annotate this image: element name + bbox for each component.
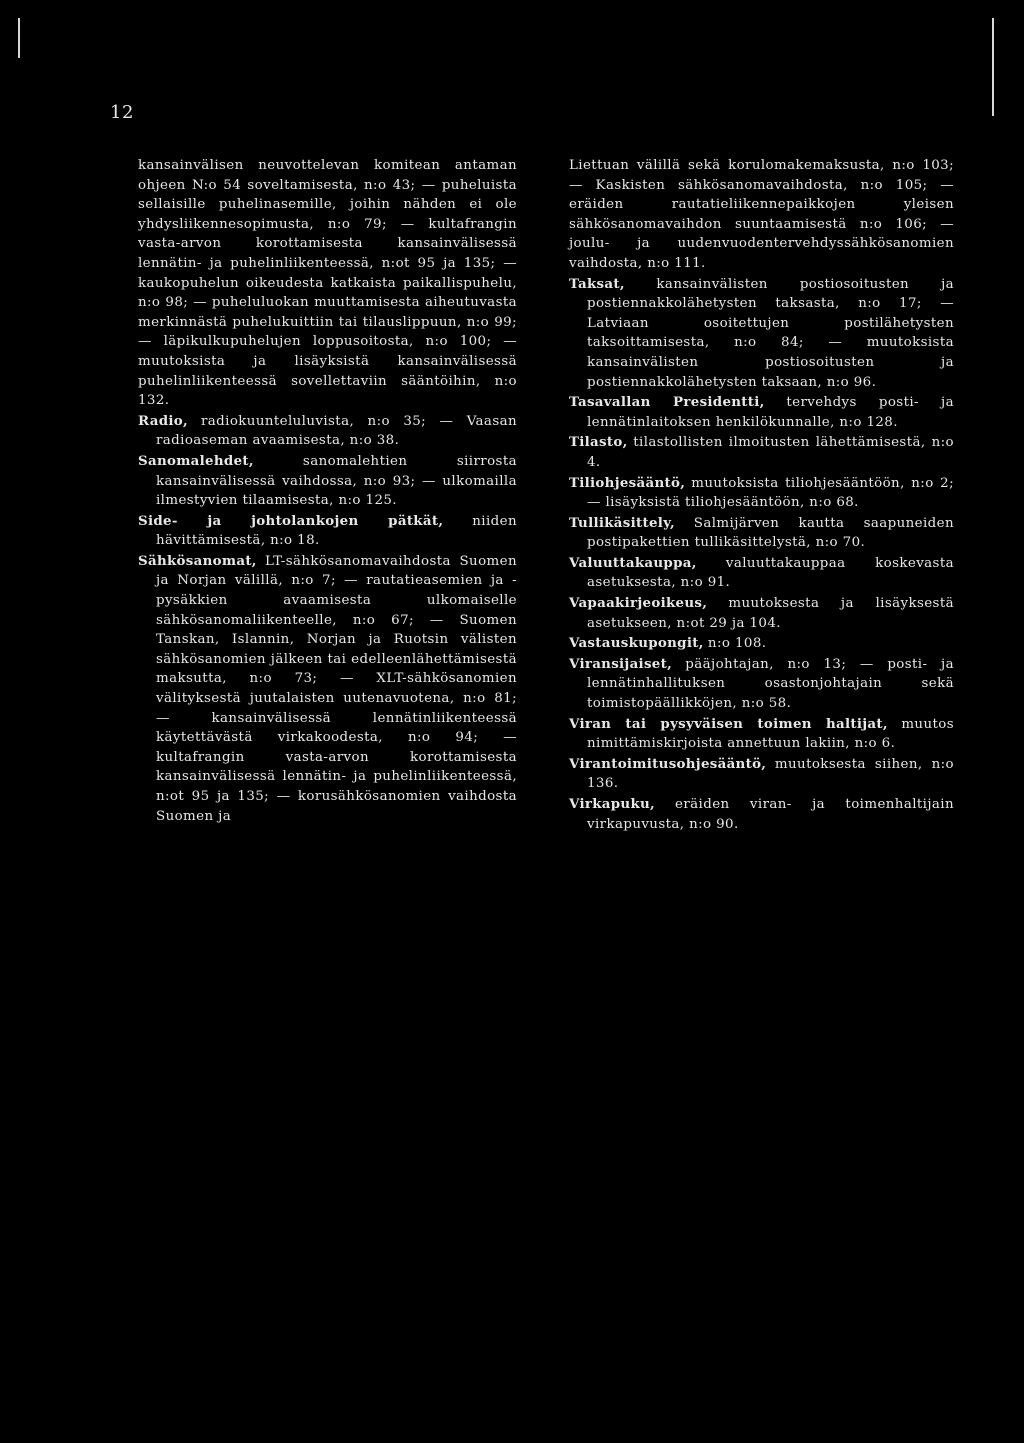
entry-text: muutos nimittämiskirjoista annettuun lakiin, n:o 6. — [587, 716, 954, 752]
entry-heading: Virantoimitusohjesääntö, — [569, 755, 767, 772]
entry-text: tilastollisten ilmoitusten lähettämisestä, n:o 4. — [587, 435, 954, 470]
index-entry — [138, 156, 517, 411]
entry-text: valuuttakauppaa koskevasta asetuksesta, n:o 91. — [587, 555, 954, 591]
index-entry — [138, 412, 517, 451]
entry-text: tervehdys posti- ja lennätinlaitoksen henkilökunnalle, n:o 128. — [587, 395, 954, 430]
entry-text: muutoksesta ja lisäyksestä asetukseen, n:ot 29 ja 104. — [587, 596, 954, 631]
index-entry — [569, 514, 954, 553]
entry-heading: Tilasto, — [569, 434, 628, 451]
entry-heading: Valuuttakauppa, — [569, 554, 697, 571]
entry-text: eräiden viran- ja toimenhaltijain virkapuvusta, n:o 90. — [587, 797, 954, 832]
entry-heading: Sanomalehdet, — [138, 452, 254, 469]
index-entry — [569, 634, 954, 654]
index-entry — [569, 393, 954, 432]
index-entry — [569, 715, 954, 754]
entry-heading: Taksat, — [569, 275, 625, 292]
entry-text: Salmijärven kautta saapuneiden postipakettien tullikäsittelystä, n:o 70. — [587, 515, 954, 551]
entry-text: muutoksesta siihen, n:o 136. — [587, 756, 955, 792]
entry-heading: Tullikäsittely, — [569, 514, 675, 531]
index-entry — [569, 275, 954, 393]
index-entry — [138, 552, 517, 826]
entry-heading: Viran tai pysyväisen toimen haltijat, — [569, 715, 888, 732]
entry-heading: Sähkösanomat, — [138, 552, 257, 569]
index-column-left — [138, 156, 517, 826]
index-entry — [569, 554, 954, 593]
index-column-right — [569, 156, 954, 834]
entry-heading: Vapaakirjeoikeus, — [569, 595, 708, 612]
entry-text: Liettuan välillä sekä korulomakemaksusta, n:o 103; — Kaskisten sähkösanomavaihdosta, n:o 105; — eräiden rautatieliikennepaikkojen yleisen sähkösanomavaihdon suuntaamisestä n:o 106; — joulu- ja uudenvuodentervehdyssähkösanomien vaihdosta, n:o 111. — [569, 158, 954, 271]
entry-heading: Side- ja johtolankojen pätkät, — [138, 512, 444, 529]
index-entry — [569, 433, 954, 472]
entry-heading: Tiliohjesääntö, — [569, 474, 686, 491]
entry-text: LT-sähkösanomavaihdosta Suomen ja Norjan välillä, n:o 7; — rautatieasemien ja -pysäkkien avaamisesta ulkomaiselle sähkösanomaliikenteelle, n:o 67; — Suomen Tanskan, Islannin, Norjan ja Ruotsin välisten sähkösanomien jälkeen tai edelleenlähettämisestä maksutta, n:o 73; — XLT-sähkösanomien välityksestä juutalaisten uutenavuotena, n:o 81; — kansainvälisessä lennätinliikenteessä käytettävästä virkakoodesta, n:o 94; — kultafrangin vasta-arvon korottamisesta kansainvälisessä lennätin- ja puhelinliikenteessä, n:ot 95 ja 135; — korusähkösanomien vaihdosta Suomen ja — [156, 553, 517, 824]
entry-heading: Radio, — [138, 412, 188, 429]
entry-heading: Vastauskupongit, — [569, 635, 704, 652]
index-entry — [569, 474, 954, 513]
index-entry — [569, 156, 954, 274]
entry-text: n:o 108. — [707, 636, 767, 652]
index-entry — [569, 655, 954, 714]
entry-text: kansainvälisten postiosoitusten ja postiennakkolähetysten taksasta, n:o 17; — Latviaan osoitettujen postilähetysten taksoittamisesta, n:o 84; — muutoksista kansainvälisten postiosoitusten ja postiennakkolähetysten taksaan, n:o 96. — [587, 276, 955, 390]
entry-text: muutoksista tiliohjesääntöön, n:o 2; — lisäyksistä tiliohjesääntöön, n:o 68. — [587, 475, 954, 511]
entry-heading: Viransijaiset, — [569, 655, 673, 672]
entry-heading: Virkapuku, — [569, 796, 656, 812]
entry-text: radiokuunteluluvista, n:o 35; — Vaasan radioaseman avaamisesta, n:o 38. — [156, 413, 517, 449]
index-entry — [569, 755, 954, 794]
index-entry — [569, 594, 954, 633]
entry-heading: Tasavallan Presidentti, — [569, 394, 765, 411]
index-entry — [569, 795, 954, 834]
page-number: 12 — [110, 102, 134, 123]
scan-edge-line-right — [992, 18, 994, 116]
entry-text: kansainvälisen neuvottelevan komitean antaman ohjeen N:o 54 soveltamisesta, n:o 43; — puheluista sellaisille puhelinasemille, joihin nähden ei ole yhdysliikennesopimusta, n:o 79; — kultafrangin vasta-arvon korottamisesta kansainvälisessä lennätin- ja puhelinliikenteessä, n:ot 95 ja 135; — kaukopuhelun oikeudesta katkaista paikallispuhelu, n:o 98; — puheluluokan muuttamisesta aiheutuvasta merkinnästä puhelukuittiin tai tilauslippuun, n:o 99; — läpikulkupuhelujen loppusoitosta, n:o 100; — muutoksista ja lisäyksistä kansainvälisessä puhelinliikenteessä sovellettaviin sääntöihin, n:o 132. — [138, 158, 517, 409]
scan-edge-line-left — [18, 18, 20, 58]
index-entry — [138, 512, 517, 551]
entry-text: pääjohtajan, n:o 13; — posti- ja lennätinhallituksen osastonjohtajain sekä toimistopäällikköjen, n:o 58. — [587, 656, 954, 712]
index-entry — [138, 452, 517, 511]
entry-text: niiden hävittämisestä, n:o 18. — [156, 513, 517, 549]
entry-text: sanomalehtien siirrosta kansainvälisessä vaihdossa, n:o 93; — ulkomailla ilmestyvien tilaamisesta, n:o 125. — [156, 453, 517, 509]
